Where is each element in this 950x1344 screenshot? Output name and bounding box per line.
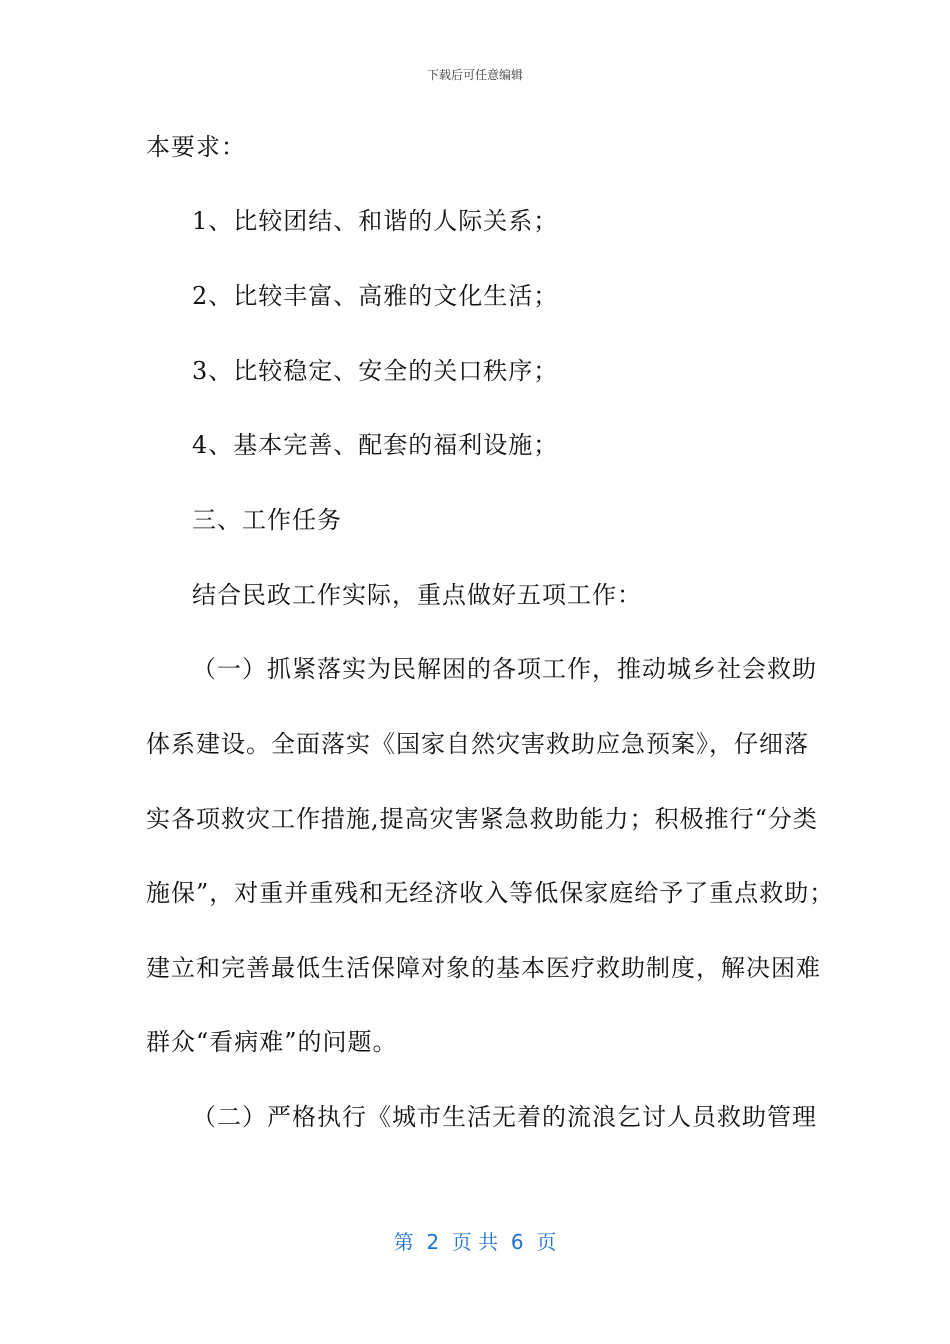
- list-item: 3、比较稳定、安全的关口秩序；: [192, 357, 559, 385]
- page-number-footer: 第 2 页 共 6 页: [393, 1230, 557, 1254]
- paragraph-line: 本要求：: [146, 133, 246, 161]
- page-header-note: 下载后可任意编辑: [426, 68, 523, 82]
- list-item: 2、比较丰富、高雅的文化生活；: [192, 282, 559, 310]
- section-heading: 三、工作任务: [192, 506, 342, 534]
- paragraph-line: 建立和完善最低生活保障对象的基本医疗救助制度，解决困难: [146, 954, 821, 982]
- paragraph-line: （二）严格执行《城市生活无着的流浪乞讨人员救助管理: [192, 1103, 817, 1131]
- paragraph-line: （一）抓紧落实为民解困的各项工作，推动城乡社会救助: [192, 655, 817, 683]
- list-item: 1、比较团结、和谐的人际关系；: [192, 207, 559, 235]
- paragraph-line: 施保”，对重并重残和无经济收入等低保家庭给予了重点救助；: [146, 879, 835, 907]
- paragraph-line: 结合民政工作实际，重点做好五项工作：: [192, 581, 642, 609]
- paragraph-line: 实各项救灾工作措施,提高灾害紧急救助能力；积极推行“分类: [146, 805, 818, 833]
- paragraph-line: 体系建设。全面落实《国家自然灾害救助应急预案》，仔细落: [146, 730, 809, 758]
- list-item: 4、基本完善、配套的福利设施；: [192, 431, 559, 459]
- paragraph-line: 群众“看病难”的问题。: [146, 1028, 398, 1056]
